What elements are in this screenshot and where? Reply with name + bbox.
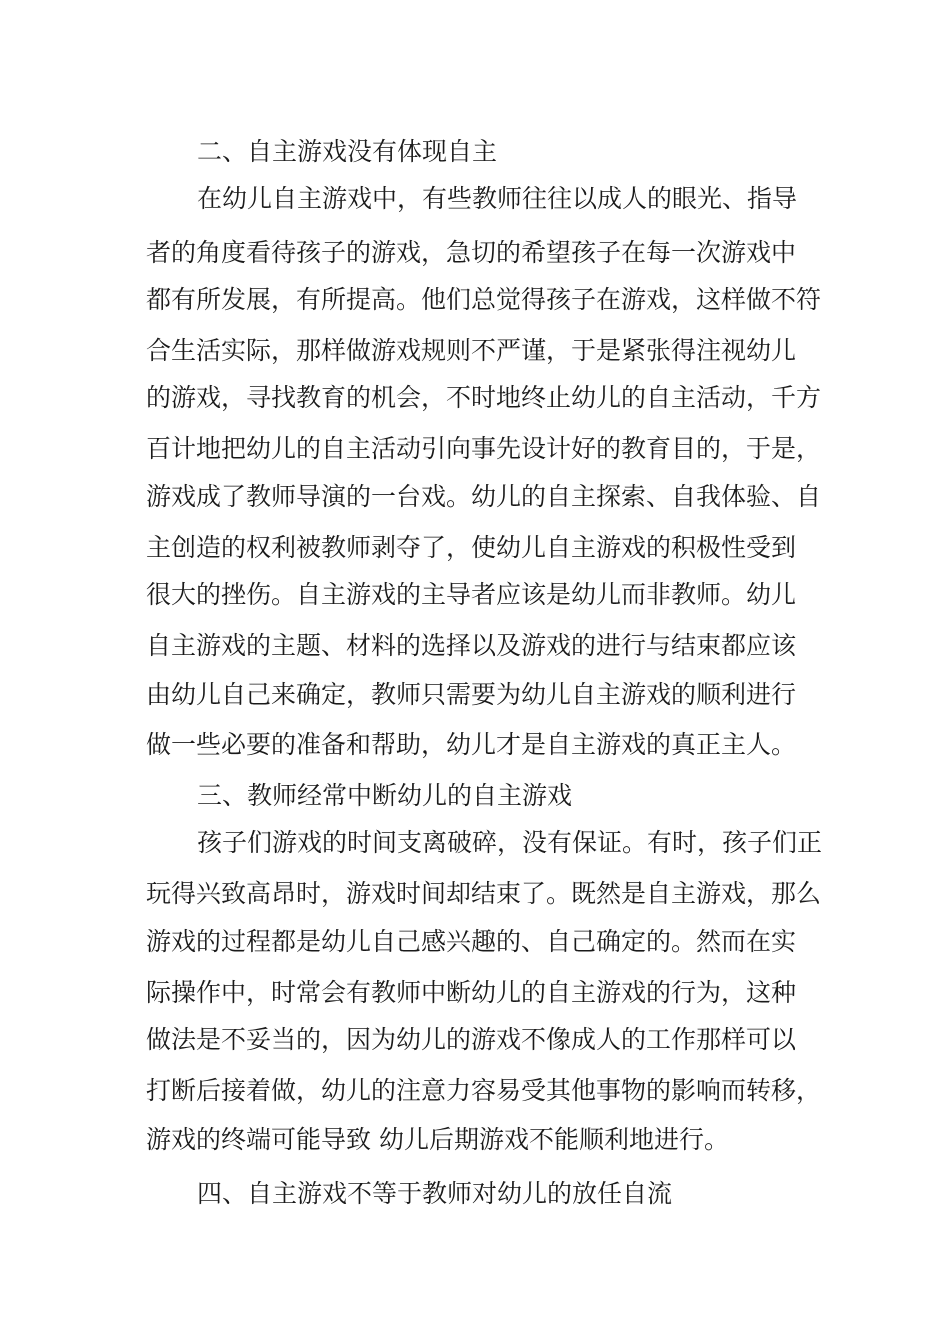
paragraph-line: 由幼儿自己来确定，教师只需要为幼儿自主游戏的顺利进行 <box>146 680 797 709</box>
paragraph-line: 主创造的权利被教师剥夺了，使幼儿自主游戏的积极性受到 <box>146 533 797 562</box>
paragraph-line: 都有所发展，有所提高。他们总觉得孩子在游戏，这样做不符 <box>146 285 822 314</box>
paragraph-line: 做法是不妥当的，因为幼儿的游戏不像成人的工作那样可以 <box>146 1025 797 1054</box>
paragraph-line: 百计地把幼儿的自主活动引向事先设计好的教育目的，于是， <box>146 434 822 463</box>
paragraph-line: 打断后接着做，幼儿的注意力容易受其他事物的影响而转移， <box>146 1076 822 1105</box>
paragraph-line: 的游戏，寻找教育的机会，不时地终止幼儿的自主活动，千方 <box>146 383 822 412</box>
paragraph-line: 孩子们游戏的时间支离破碎，没有保证。有时，孩子们正 <box>197 828 823 857</box>
paragraph-line: 者的角度看待孩子的游戏，急切的希望孩子在每一次游戏中 <box>146 238 797 267</box>
section-heading: 三、教师经常中断幼儿的自主游戏 <box>197 781 573 810</box>
paragraph-line: 际操作中，时常会有教师中断幼儿的自主游戏的行为，这种 <box>146 978 797 1007</box>
paragraph-line: 自主游戏的主题、材料的选择以及游戏的进行与结束都应该 <box>146 631 797 660</box>
section-heading: 二、自主游戏没有体现自主 <box>197 137 498 166</box>
paragraph-line: 游戏成了教师导演的一台戏。幼儿的自主探索、自我体验、自 <box>146 482 822 511</box>
paragraph-line: 玩得兴致高昂时，游戏时间却结束了。既然是自主游戏，那么 <box>146 879 822 908</box>
paragraph-line: 在幼儿自主游戏中，有些教师往往以成人的眼光、指导 <box>197 184 798 213</box>
section-heading: 四、自主游戏不等于教师对幼儿的放任自流 <box>197 1179 673 1208</box>
paragraph-line: 很大的挫伤。自主游戏的主导者应该是幼儿而非教师。幼儿 <box>146 580 797 609</box>
paragraph-line: 做一些必要的准备和帮助，幼儿才是自主游戏的真正主人。 <box>146 730 797 759</box>
paragraph-line: 合生活实际，那样做游戏规则不严谨，于是紧张得注视幼儿 <box>146 336 797 365</box>
paragraph-line: 游戏的过程都是幼儿自己感兴趣的、自己确定的。然而在实 <box>146 927 797 956</box>
paragraph-line: 游戏的终端可能导致 幼儿后期游戏不能顺利地进行。 <box>146 1125 729 1154</box>
